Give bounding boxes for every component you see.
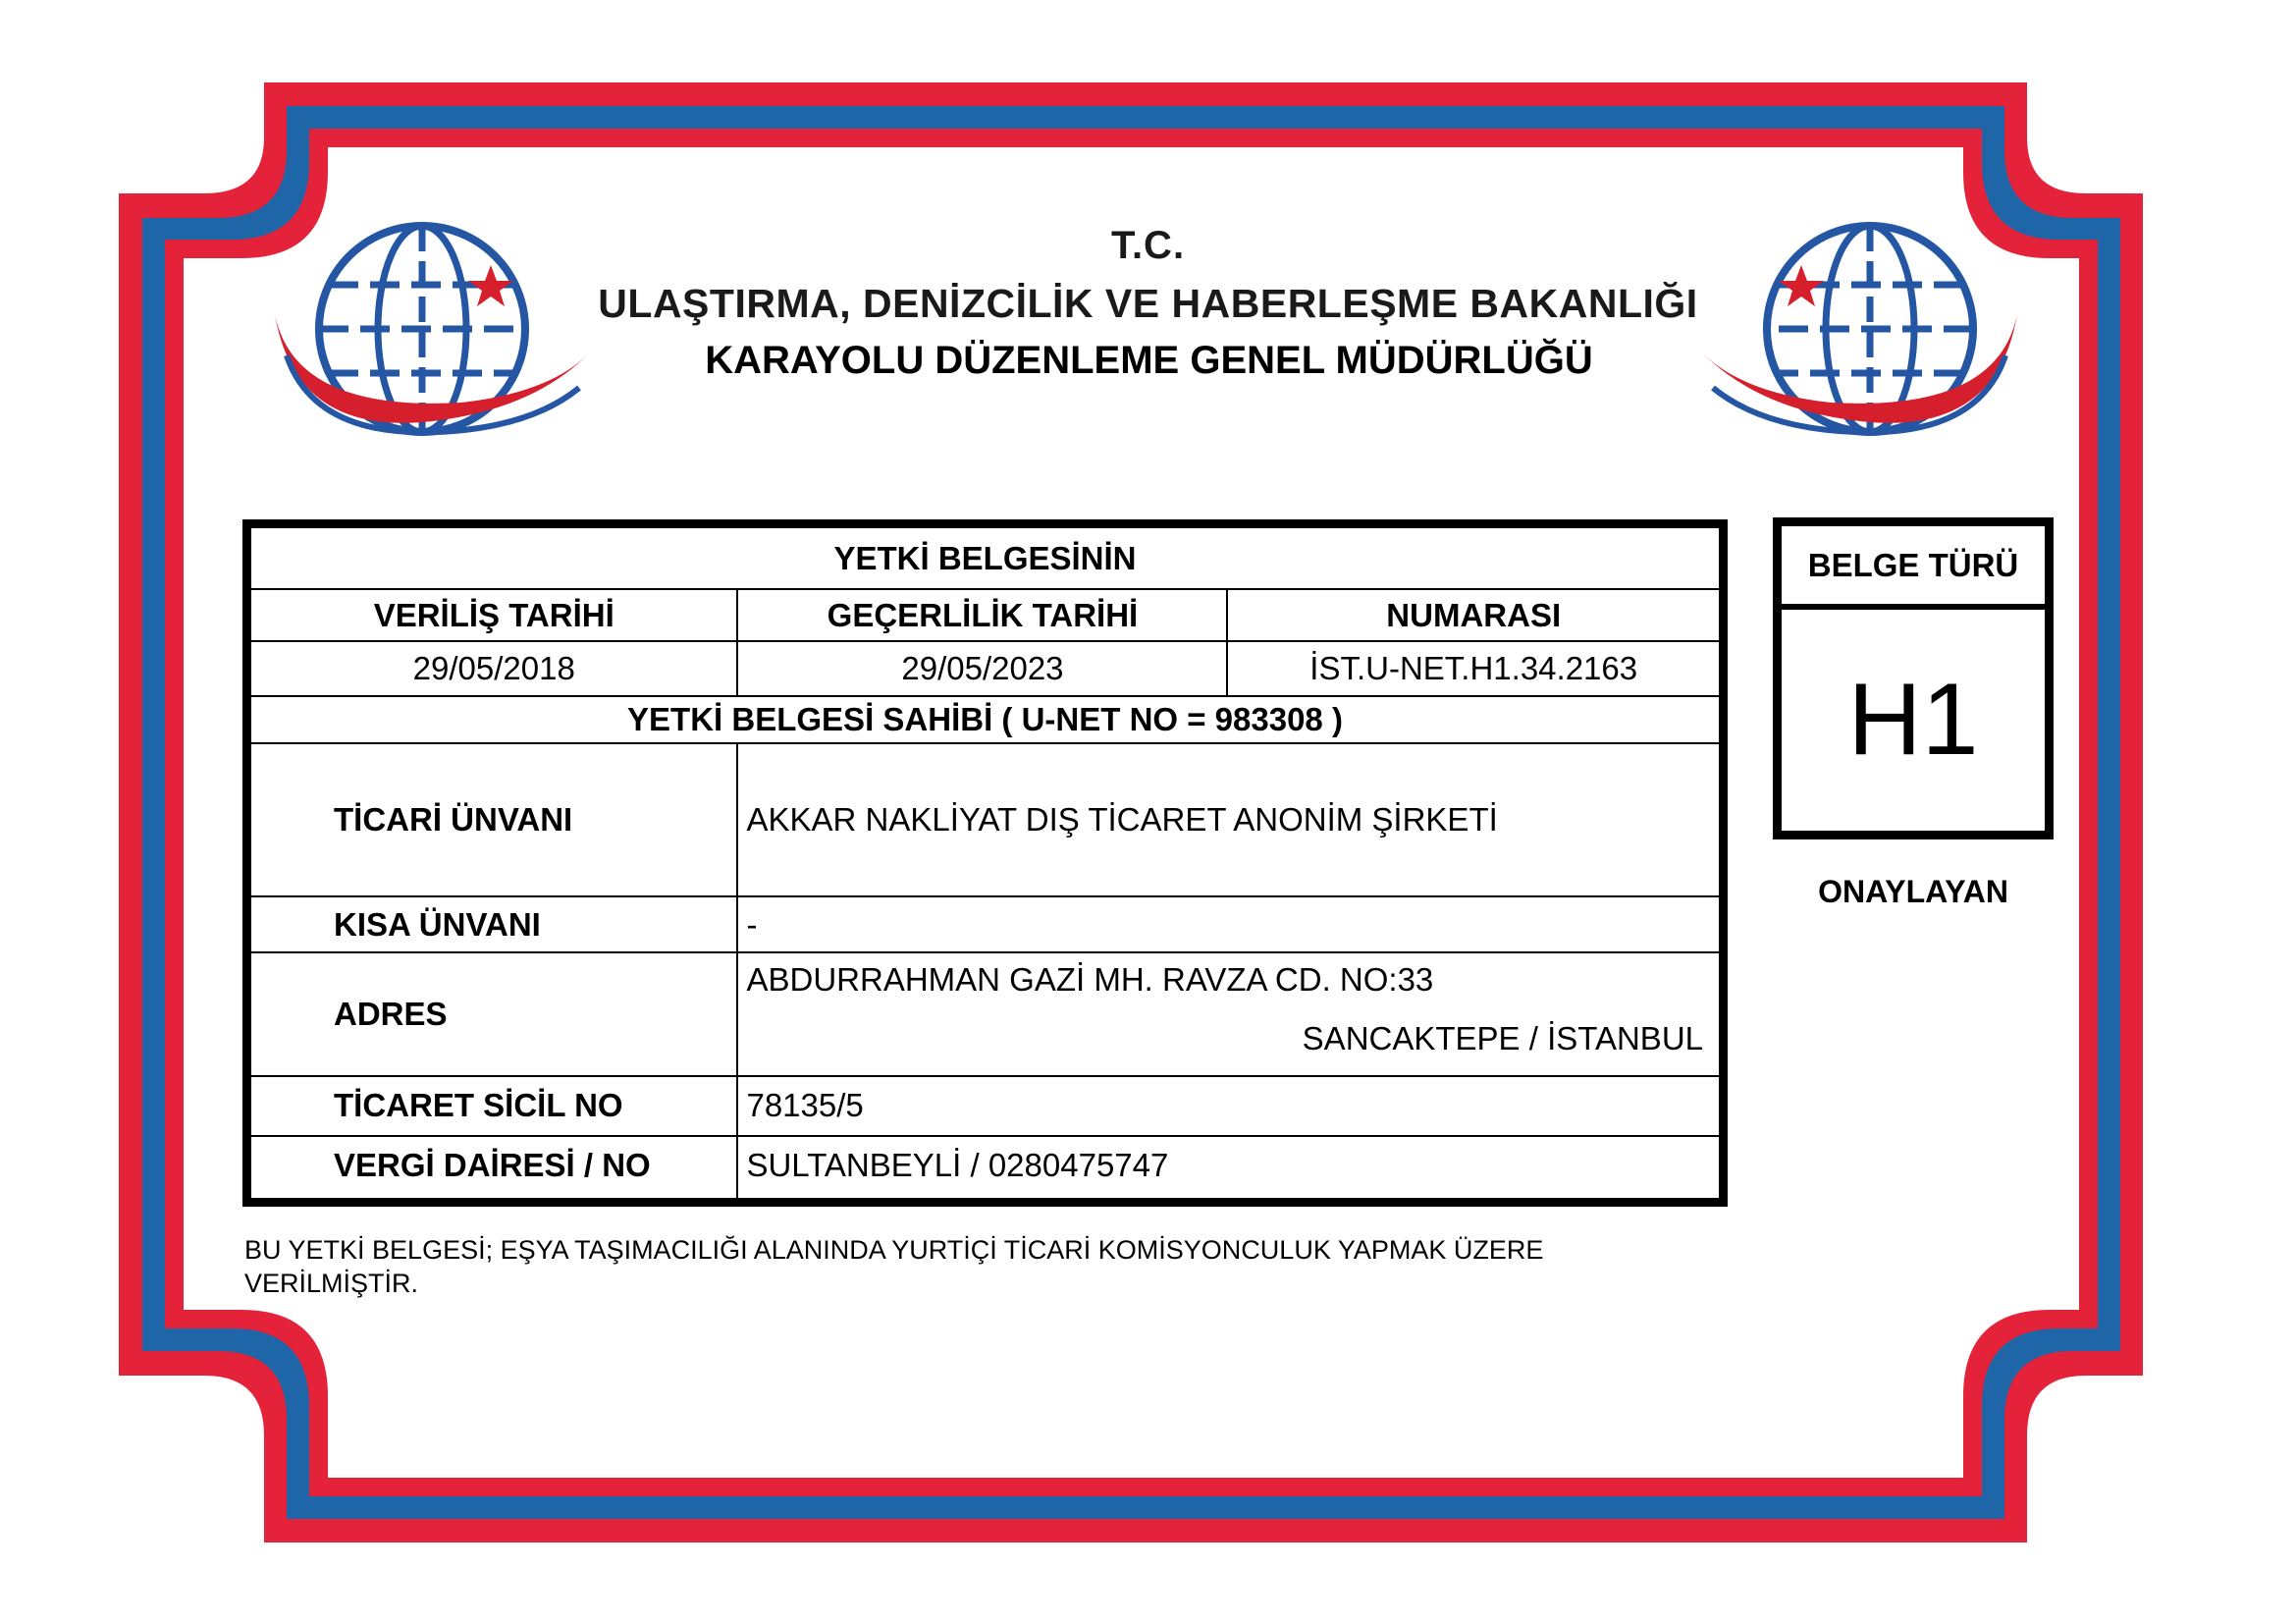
certificate-footnote: BU YETKİ BELGESİ; EŞYA TAŞIMACILIĞI ALANINDA YURTİÇİ TİCARİ KOMİSYONCULUK YAPMAK ÜZERE VERİLMİŞTİR.: [244, 1235, 1544, 1298]
tax-office-value: SULTANBEYLİ / 0280475747: [737, 1136, 1723, 1203]
trade-name-value: AKKAR NAKLİYAT DIŞ TİCARET ANONİM ŞİRKETİ: [737, 743, 1723, 896]
trade-name-label: TİCARİ ÜNVANI: [247, 743, 738, 896]
section-title: YETKİ BELGESİNİN: [247, 524, 1724, 590]
document-type-title: BELGE TÜRÜ: [1782, 526, 2045, 610]
address-value: [737, 952, 1723, 1076]
tax-office-label: VERGİ DAİRESİ / NO: [247, 1136, 738, 1203]
address-label: ADRES: [247, 952, 738, 1076]
valid-until-date: 29/05/2023: [737, 641, 1227, 696]
document-type-code: H1: [1847, 663, 1979, 777]
header-ministry: ULAŞTIRMA, DENİZCİLİK VE HABERLEŞME BAKANLIĞI: [598, 281, 1698, 326]
column-header-valid-until: GEÇERLİLİK TARİHİ: [737, 589, 1227, 641]
column-header-issue-date: VERİLİŞ TARİHİ: [247, 589, 738, 641]
registry-no-label: TİCARET SİCİL NO: [247, 1076, 738, 1136]
header-country: T.C.: [1110, 224, 1186, 267]
header-directorate: KARAYOLU DÜZENLEME GENEL MÜDÜRLÜĞÜ: [705, 339, 1593, 382]
certificate-table: [242, 519, 1728, 1207]
short-name-label: KISA ÜNVANI: [247, 896, 738, 952]
registry-no-value: 78135/5: [737, 1076, 1723, 1136]
issue-date: 29/05/2018: [247, 641, 738, 696]
address-line-2: SANCAKTEPE / İSTANBUL: [1302, 1019, 1703, 1056]
holder-title: YETKİ BELGESİ SAHİBİ ( U-NET NO = 983308 ): [247, 696, 1724, 744]
column-header-number: NUMARASI: [1227, 589, 1723, 641]
address-line-1: ABDURRAHMAN GAZİ MH. RAVZA CD. NO:33: [746, 961, 1434, 999]
short-name-value: -: [737, 896, 1723, 952]
document-type-box: [1773, 517, 2054, 839]
approver-label: ONAYLAYAN: [1818, 874, 2008, 909]
certificate-number: İST.U-NET.H1.34.2163: [1227, 641, 1723, 696]
